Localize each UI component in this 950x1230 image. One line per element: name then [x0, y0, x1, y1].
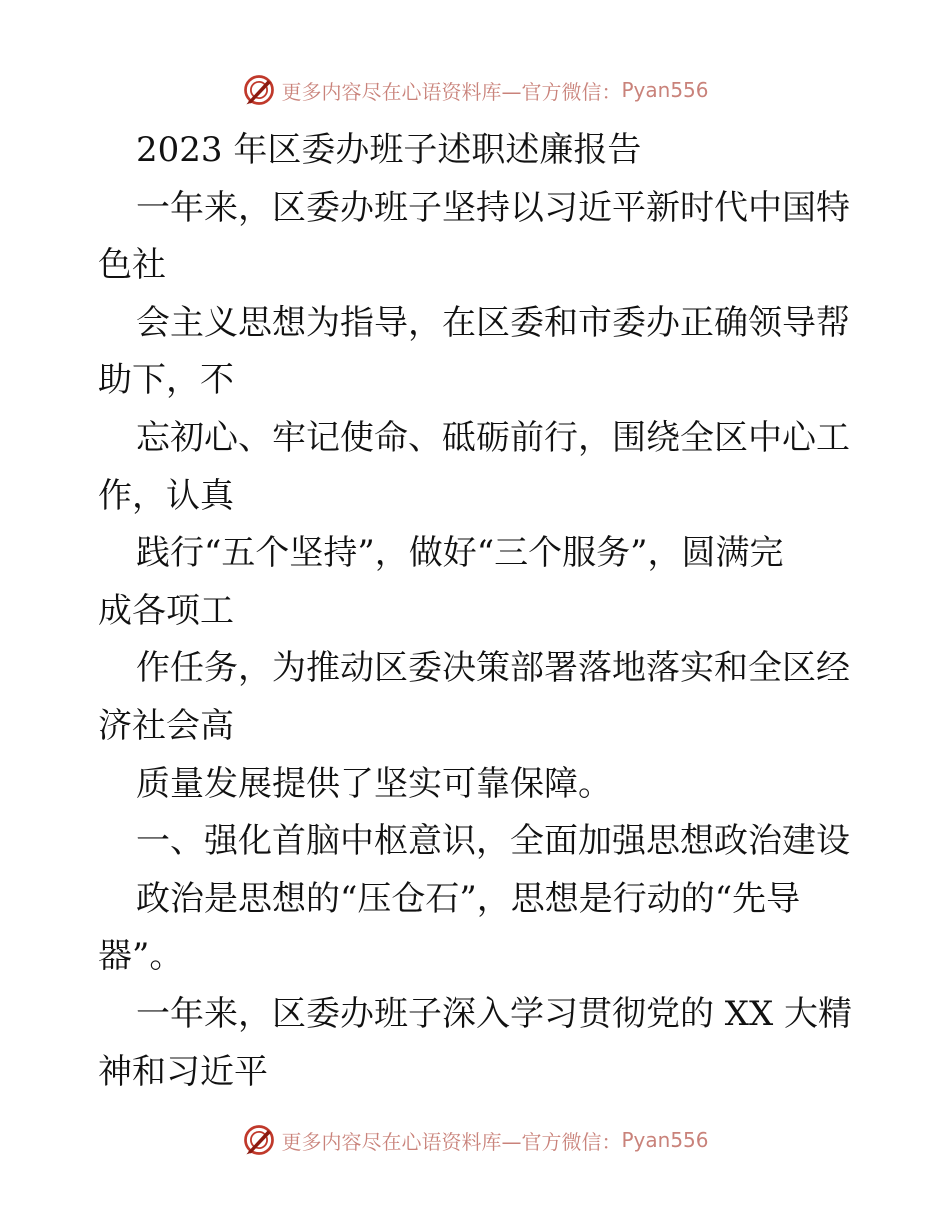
text-line: 器”。 — [98, 936, 184, 977]
footer-watermark — [0, 1120, 950, 1160]
text-line: 质量发展提供了坚实可靠保障。 — [136, 763, 612, 804]
watermark-wechat-id: Pyan556 — [621, 1128, 709, 1152]
document-body — [98, 122, 858, 1101]
pen-logo-icon — [241, 1122, 277, 1158]
text-line: 作任务，为推动区委决策部署落地落实和全区经 — [136, 648, 850, 689]
text-line: 助下，不 — [98, 360, 234, 401]
document-title: 2023 年区委办班子述职述廉报告 — [136, 130, 642, 170]
text-line: 济社会高 — [98, 705, 234, 746]
pen-logo-icon — [241, 72, 277, 108]
text-line: 一年来，区委办班子坚持以习近平新时代中国特 — [136, 187, 850, 228]
text-line: 忘初心、牢记使命、砥砺前行，围绕全区中心工 — [136, 417, 850, 458]
text-line: 色社 — [98, 245, 166, 286]
text-line: 神和习近平 — [98, 1051, 268, 1092]
section-heading: 一、强化首脑中枢意识，全面加强思想政治建设 — [136, 821, 850, 862]
text-line: 作，认真 — [98, 475, 234, 516]
watermark-wechat-id: Pyan556 — [621, 78, 709, 102]
text-line: 践行“五个坚持”，做好“三个服务”，圆满完 — [136, 533, 784, 574]
text-line: 成各项工 — [98, 590, 234, 631]
text-line: 政治是思想的“压仓石”，思想是行动的“先导 — [136, 878, 801, 919]
watermark-text: 更多内容尽在心语资料库—官方微信： — [281, 79, 622, 104]
text-line: 一年来，区委办班子深入学习贯彻党的 XX 大精 — [136, 993, 853, 1034]
text-line: 会主义思想为指导，在区委和市委办正确领导帮 — [136, 302, 850, 343]
watermark-text: 更多内容尽在心语资料库—官方微信： — [281, 1129, 622, 1154]
header-watermark — [0, 70, 950, 110]
